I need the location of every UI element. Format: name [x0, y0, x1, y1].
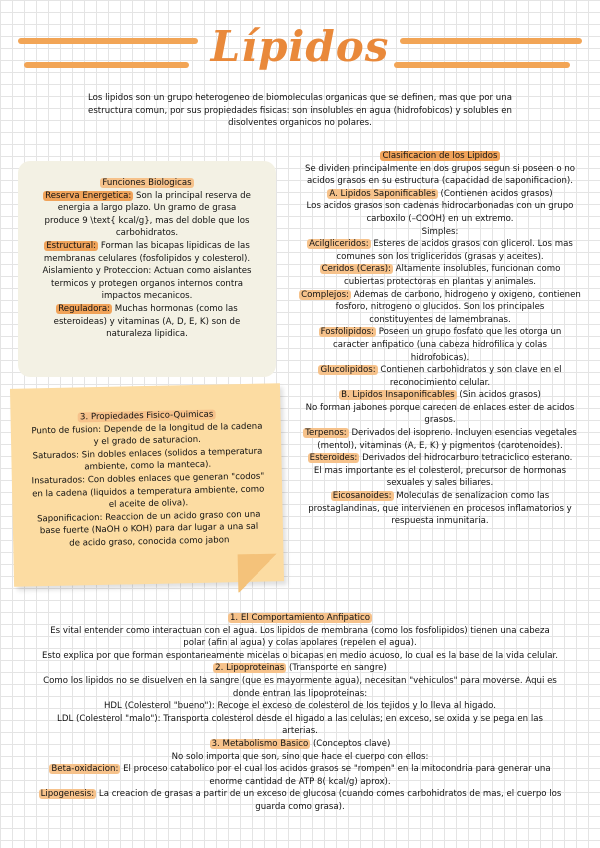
lipid-type-label: Complejos:	[301, 289, 349, 300]
insaponificables-heading: B. Lipidos Insaponificables	[341, 390, 455, 401]
intro-line: Los lipidos son un grupo heterogeneo de biomoleculas organicas que se definen, mas que por una	[88, 93, 512, 103]
propiedades-content	[21, 407, 276, 551]
bottom-text: Es vital entender como interactuan con el agua. Los lipidos de membrana (como los fosfolipidos) tienen una cabeza	[50, 625, 550, 636]
bottom-text: La creacion de grasas a partir de un exceso de glucosa (cuando comes carbohidratos de mas, el cuerpo los	[98, 789, 562, 800]
bottom-text: guarda como grasa).	[255, 801, 345, 812]
clasificacion-text: (mentol), vitaminas (A, E, K) y pigmentos (carotenoides).	[317, 440, 563, 451]
lipid-type-label: Terpenos:	[305, 428, 347, 439]
simples-label: Simples:	[421, 226, 459, 237]
lipoproteinas-heading: 2. Lipoproteinas	[215, 663, 285, 674]
propiedades-text: base fuerte (NaOH o KOH) para dar lugar a una sal	[39, 522, 259, 537]
propiedades-label: Insaturados:	[31, 475, 86, 487]
clasificacion-text: caracter anfipatico (una cabeza hidrofilica y colas	[333, 339, 547, 350]
clasificacion-text: comunes son los trigliceridos (grasas y aceites).	[336, 251, 544, 262]
propiedades-heading: 3. Propiedades Fisico-Quimicas	[79, 409, 214, 423]
propiedades-text: de acido graso, conocida como jabon	[69, 535, 230, 549]
funciones-text: membranas celulares (fosfolipidos y colesterol).	[43, 253, 251, 264]
clasificacion-text: fosforo, nitrogeno o glucidos. Son los principales	[335, 302, 545, 313]
sticky-note-fold	[238, 554, 279, 593]
clasificacion-text: Esteres de acidos grasos con glicerol. Los mas	[373, 239, 573, 250]
funciones-content	[22, 177, 272, 341]
clasificacion-content	[290, 150, 590, 528]
clasificacion-text: grasos.	[424, 415, 456, 426]
clasificacion-text: prostaglandinas, que intervienen en procesos inflamatorios y	[308, 503, 572, 514]
funciones-text: naturaleza lipidica.	[106, 329, 188, 340]
bottom-text: Como los lipidos no se disuelven en la sangre (que es mayormente agua), necesitan "vehiculos" para moverse. Aqui es	[43, 675, 557, 686]
saponificables-note: (Contienen acidos grasos)	[440, 188, 553, 199]
beta-oxidacion-label: Beta-oxidacion:	[51, 764, 119, 775]
clasificacion-text: Moleculas de senalizacion como las	[396, 491, 550, 502]
lipid-type-label: Glucolipidos:	[320, 365, 376, 376]
propiedades-text: Depende de la longitud de la cadena	[103, 421, 263, 435]
funciones-text: Aislamiento y Proteccion: Actuan como aislantes	[42, 266, 252, 277]
bottom-text: No solo importa que son, sino que hace el cuerpo con ellos:	[171, 751, 429, 762]
clasificacion-text: constituyentes de lamembranas.	[369, 314, 511, 325]
lipoproteinas-note: (Transporte en sangre)	[289, 663, 387, 674]
lipid-type-label: Eicosanoides:	[332, 491, 392, 502]
funciones-text: esteroideas) y vitaminas (A, D, E, K) son de	[53, 316, 241, 327]
propiedades-text: el aceite de oliva).	[108, 498, 189, 510]
metabolismo-heading: 3. Metabolismo Basico	[211, 738, 309, 749]
funciones-text: Muchas hormonas (como las	[114, 303, 238, 314]
funciones-text: Forman las bicapas lipidicas de las	[100, 240, 250, 251]
bottom-text: El proceso catabolico por el cual los acidos grasos se "rompen" en la mitocondria para generar una	[123, 764, 551, 775]
funciones-heading: Funciones Biologicas	[102, 178, 192, 188]
funciones-text: Son la principal reserva de	[136, 190, 251, 201]
intro-paragraph	[40, 92, 560, 130]
bottom-text: Esto explica por que forman espontaneamente micelas o bicapas en medio acuoso, lo cual es la base de la vida celular.	[42, 650, 558, 661]
anfipatico-heading: 1. El Comportamiento Anfipatico	[229, 613, 371, 623]
funciones-text: termicos y protegen organos internos contra	[50, 278, 244, 289]
clasificacion-text: Se dividen principalmente en dos grupos segun si poseen o no	[304, 163, 576, 174]
propiedades-label: Punto de fusion:	[31, 424, 102, 437]
bottom-content	[10, 612, 590, 814]
propiedades-text: ambiente, como la manteca).	[84, 460, 212, 473]
page-title: Lípidos	[210, 22, 390, 71]
lipid-type-label: Esteroides:	[309, 453, 358, 464]
propiedades-text: y el grado de saturacion.	[93, 435, 201, 448]
funciones-label: Reserva Energetica:	[45, 190, 132, 201]
clasificacion-text: Derivados del hidrocarburo tetraciclico esterano.	[362, 453, 573, 464]
intro-line: estructura comun, por sus propiedades fisicas: son insolubles en agua (hidrofobicos) y solubles en	[88, 105, 512, 116]
propiedades-text: Reaccion de un acido graso con una	[105, 509, 261, 523]
clasificacion-text: Contienen carbohidratos y son clave en el	[380, 365, 562, 376]
lipid-type-label: Ceridos (Ceras):	[321, 264, 391, 275]
clasificacion-text: acidos grasos en su estructura (capacidad de saponificacion).	[307, 176, 573, 187]
bottom-text: enorme cantidad de ATP 8( kcal/g) aprox).	[209, 776, 391, 787]
propiedades-label: Saturados:	[32, 450, 80, 462]
funciones-text: impactos mecanicos.	[101, 291, 193, 302]
bottom-text: arterias.	[282, 726, 318, 737]
clasificacion-text: Derivados del isopreno. Incluyen esencias vegetales	[351, 428, 577, 439]
lipid-type-label: Acilgliceridos:	[309, 239, 369, 250]
clasificacion-text: hidrofobicas).	[410, 352, 470, 363]
funciones-text: produce 9 \text{ kcal/g}, mas del doble que los	[44, 215, 250, 226]
propiedades-text: en la cadena (liquidos a temperatura ambiente, como	[32, 484, 265, 499]
clasificacion-text: Los acidos grasos son cadenas hidrocarbonadas con un grupo	[306, 201, 574, 212]
lipid-type-label: Fosfolipidos:	[320, 327, 374, 338]
clasificacion-text: reconocimiento celular.	[389, 377, 491, 388]
clasificacion-text: Poseen un grupo fosfato que les otorga un	[378, 327, 562, 338]
clasificacion-text: cubiertas protectoras en plantas y animales.	[343, 276, 537, 287]
insaponificables-note: (Sin acidos grasos)	[459, 390, 541, 401]
bottom-text: LDL (Colesterol "malo"): Transporta colesterol desde el higado a las celulas; en exceso, se oxida y se pega en las	[57, 713, 543, 724]
saponificables-heading: A. Lipidos Saponificables	[329, 188, 436, 199]
bottom-text: HDL (Colesterol "bueno"): Recoge el exceso de colesterol de los tejidos y lo lleva al higado.	[103, 701, 497, 712]
funciones-text: energia a largo plazo. Un gramo de grasa	[57, 203, 237, 214]
funciones-label: Reguladora:	[58, 303, 111, 314]
bottom-text: polar (afin al agua) y colas apolares (repelen el agua).	[183, 638, 417, 649]
intro-line: disolventes organicos no polares.	[228, 118, 372, 129]
bottom-text: donde entran las lipoproteinas:	[232, 688, 368, 699]
clasificacion-text: El mas importante es el colesterol, precursor de hormonas	[313, 465, 567, 476]
funciones-label: Estructural:	[46, 240, 97, 251]
propiedades-text: Con dobles enlaces que generan "codos"	[87, 471, 265, 486]
propiedades-text: Sin dobles enlaces (solidos a temperatura	[81, 446, 263, 461]
propiedades-label: Saponificacion:	[36, 512, 103, 525]
clasificacion-text: respuesta inmunitaria.	[391, 516, 489, 527]
clasificacion-text: Ademas de carbono, hidrogeno y oxigeno, contienen	[353, 289, 581, 300]
metabolismo-note: (Conceptos clave)	[312, 738, 391, 749]
lipogenesis-label: Lipogenesis:	[40, 789, 95, 800]
funciones-text: carbohidratos.	[115, 228, 179, 239]
clasificacion-heading: Clasificacion de los Lipidos	[382, 151, 498, 161]
clasificacion-text: sexuales y sales biliares.	[386, 478, 494, 489]
clasificacion-text: Altamente insolubles, funcionan como	[395, 264, 561, 275]
clasificacion-text: No forman jabones porque carecen de enlaces ester de acidos	[305, 402, 575, 413]
clasificacion-text: carboxilo (–COOH) en un extremo.	[366, 213, 514, 224]
